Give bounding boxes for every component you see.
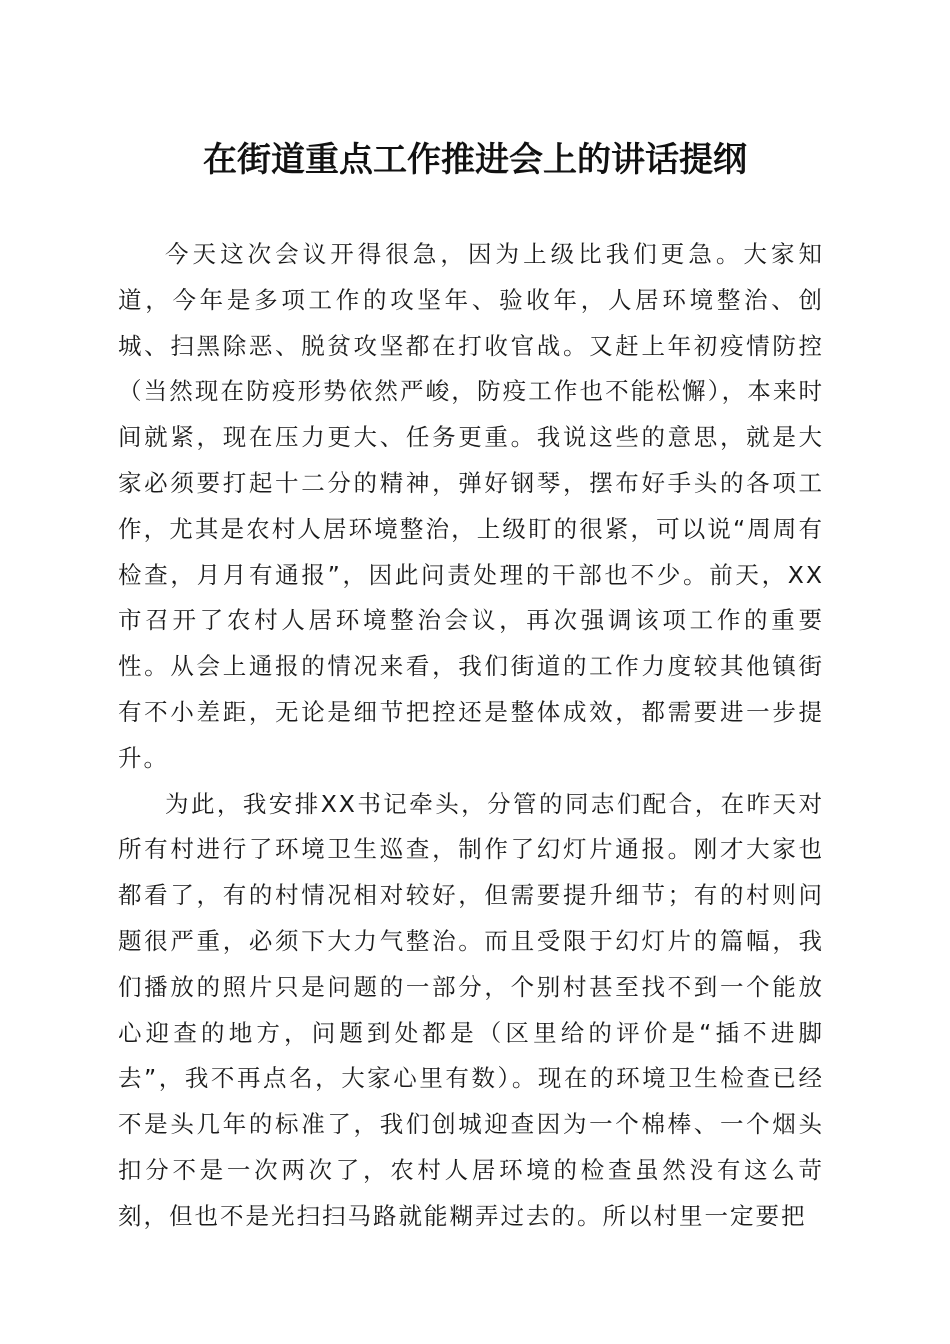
paragraph-2: 为此，我安排XX书记牵头，分管的同志们配合，在昨天对所有村进行了环境卫生巡查，制作了幻灯片通报。刚才大家也都看了，有的村情况相对较好，但需要提升细节；有的村则问题很严重，必须下大力气整治。而且受限于幻灯片的篇幅，我们播放的照片只是问题的一部分，个别村甚至找不到一个能放心迎查的地方，问题到处都是（区里给的评价是“插不进脚去”，我不再点名，大家心里有数）。现在的环境卫生检查已经不是头几年的标准了，我们创城迎查因为一个棉棒、一个烟头扣分不是一次两次了，农村人居环境的检查虽然没有这么苛刻，但也不是光扫扫马路就能糊弄过去的。所以村里一定要把 <box>118 789 824 1230</box>
document-body <box>118 232 824 1240</box>
document-title: 在街道重点工作推进会上的讲话提纲 <box>203 140 747 180</box>
paragraph-1: 今天这次会议开得很急，因为上级比我们更急。大家知道，今年是多项工作的攻坚年、验收年，人居环境整治、创城、扫黑除恶、脱贫攻坚都在打收官战。又赶上年初疫情防控（当然现在防疫形势依然严峻，防疫工作也不能松懈），本来时间就紧，现在压力更大、任务更重。我说这些的意思，就是大家必须要打起十二分的精神，弹好钢琴，摆布好手头的各项工作，尤其是农村人居环境整治，上级盯的很紧，可以说“周周有检查，月月有通报”，因此问责处理的干部也不少。前天，XX市召开了农村人居环境整治会议，再次强调该项工作的重要性。从会上通报的情况来看，我们街道的工作力度较其他镇街有不小差距，无论是细节把控还是整体成效，都需要进一步提升。 <box>118 240 824 772</box>
